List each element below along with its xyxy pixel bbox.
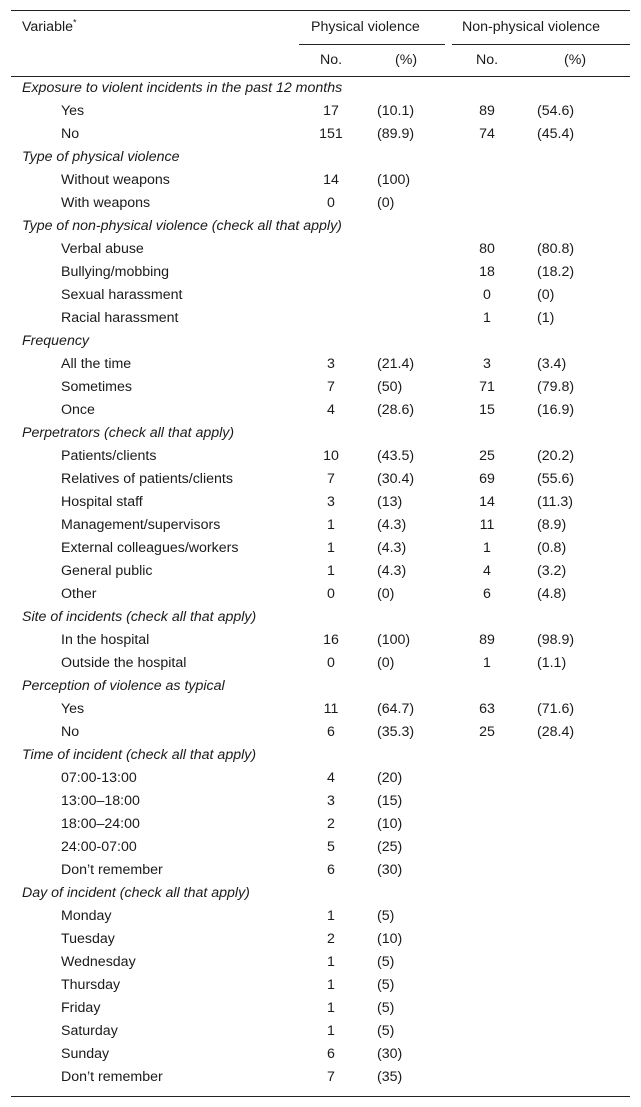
section-row [11, 330, 630, 353]
physical-percent: (10) [377, 931, 403, 947]
section-row [11, 146, 630, 169]
nonphysical-group-underline [452, 44, 630, 45]
nonphysical-percent: (1) [537, 310, 555, 326]
physical-percent: (15) [377, 793, 403, 809]
table-row [11, 560, 630, 583]
row-label: Other [61, 586, 97, 602]
table-row [11, 353, 630, 376]
nonphysical-count: 63 [479, 701, 495, 717]
table-row [11, 790, 630, 813]
physical-no-header: No. [319, 52, 343, 68]
table-row [11, 836, 630, 859]
nonphysical-percent: (79.8) [537, 379, 575, 395]
physical-count: 0 [327, 586, 335, 602]
nonphysical-percent: (1.1) [537, 655, 567, 671]
table-row [11, 928, 630, 951]
physical-count: 6 [327, 724, 335, 740]
table-row [11, 537, 630, 560]
nonphysical-count: 25 [479, 448, 495, 464]
physical-count: 1 [327, 908, 335, 924]
section-title: Exposure to violent incidents in the past 12 months [22, 80, 343, 96]
nonphysical-count: 1 [483, 310, 491, 326]
nonphysical-count: 15 [479, 402, 495, 418]
section-title: Day of incident (check all that apply) [22, 885, 250, 901]
table-row [11, 1020, 630, 1043]
section-title: Perception of violence as typical [22, 678, 225, 694]
physical-count: 4 [327, 402, 335, 418]
physical-pct-header: (%) [395, 52, 418, 68]
table-bottom-rule [11, 1096, 630, 1097]
physical-count: 2 [327, 816, 335, 832]
physical-percent: (20) [377, 770, 403, 786]
section-title: Type of physical violence [22, 149, 180, 165]
physical-percent: (5) [377, 954, 395, 970]
physical-percent: (0) [377, 586, 395, 602]
physical-percent: (28.6) [377, 402, 415, 418]
nonphysical-count: 14 [479, 494, 495, 510]
table-row [11, 261, 630, 284]
physical-count: 1 [327, 563, 335, 579]
nonphysical-percent: (11.3) [537, 494, 574, 510]
section-row [11, 606, 630, 629]
table-row [11, 284, 630, 307]
table-row [11, 468, 630, 491]
table-row [11, 652, 630, 675]
physical-count: 7 [327, 379, 335, 395]
nonphysical-percent: (3.2) [537, 563, 567, 579]
row-label: No [61, 126, 80, 142]
physical-count: 4 [327, 770, 335, 786]
nonphysical-percent: (98.9) [537, 632, 575, 648]
physical-count: 11 [323, 701, 339, 717]
physical-percent: (5) [377, 1023, 395, 1039]
physical-count: 3 [327, 494, 335, 510]
row-label: Wednesday [61, 954, 136, 970]
physical-percent: (30.4) [377, 471, 415, 487]
row-label: Sometimes [61, 379, 132, 395]
physical-percent: (10) [377, 816, 403, 832]
table-row [11, 767, 630, 790]
row-label: Yes [61, 701, 85, 717]
row-label: General public [61, 563, 153, 579]
physical-violence-header: Physical violence [311, 19, 420, 35]
physical-count: 14 [323, 172, 339, 188]
table-row [11, 905, 630, 928]
row-label: Patients/clients [61, 448, 157, 464]
table-row [11, 997, 630, 1020]
section-title: Perpetrators (check all that apply) [22, 425, 235, 441]
physical-percent: (0) [377, 195, 395, 211]
physical-count: 0 [327, 195, 335, 211]
nonphysical-percent: (0) [537, 287, 555, 303]
section-title: Type of non-physical violence (check all that apply) [22, 218, 342, 234]
table-row [11, 491, 630, 514]
physical-count: 1 [327, 954, 335, 970]
row-label: Don’t remember [61, 1069, 163, 1085]
row-label: With weapons [61, 195, 151, 211]
row-label: Management/supervisors [61, 517, 221, 533]
row-label: In the hospital [61, 632, 150, 648]
nonphysical-count: 74 [479, 126, 495, 142]
table-row [11, 192, 630, 215]
physical-percent: (64.7) [377, 701, 415, 717]
table-row [11, 238, 630, 261]
nonphysical-percent: (0.8) [537, 540, 567, 556]
nonphysical-no-header: No. [475, 52, 499, 68]
physical-percent: (50) [377, 379, 403, 395]
table-row [11, 100, 630, 123]
section-title: Frequency [22, 333, 90, 349]
section-title: Site of incidents (check all that apply) [22, 609, 257, 625]
table-row [11, 123, 630, 146]
physical-count: 6 [327, 1046, 335, 1062]
physical-percent: (21.4) [377, 356, 415, 372]
row-label: Racial harassment [61, 310, 179, 326]
row-label: All the time [61, 356, 132, 372]
nonphysical-percent: (16.9) [537, 402, 575, 418]
physical-percent: (0) [377, 655, 395, 671]
nonphysical-count: 11 [479, 517, 495, 533]
section-row [11, 422, 630, 445]
physical-percent: (13) [377, 494, 403, 510]
nonphysical-count: 25 [479, 724, 495, 740]
row-label: Outside the hospital [61, 655, 187, 671]
nonphysical-count: 80 [479, 241, 495, 257]
nonphysical-percent: (18.2) [537, 264, 575, 280]
row-label: Once [61, 402, 95, 418]
nonphysical-count: 1 [483, 655, 491, 671]
physical-count: 7 [327, 471, 335, 487]
nonphysical-count: 89 [479, 103, 495, 119]
table-row [11, 399, 630, 422]
physical-count: 2 [327, 931, 335, 947]
physical-count: 7 [327, 1069, 335, 1085]
row-label: Bullying/mobbing [61, 264, 170, 280]
physical-count: 17 [323, 103, 339, 119]
row-label: 24:00-07:00 [61, 839, 137, 855]
physical-percent: (89.9) [377, 126, 415, 142]
table-row [11, 698, 630, 721]
nonphysical-percent: (45.4) [537, 126, 575, 142]
physical-count: 1 [327, 1023, 335, 1039]
row-label: Don’t remember [61, 862, 163, 878]
nonphysical-percent: (80.8) [537, 241, 575, 257]
nonphysical-count: 71 [479, 379, 495, 395]
physical-count: 1 [327, 517, 335, 533]
table-top-rule [11, 10, 630, 11]
table-row [11, 1066, 630, 1089]
row-label: Thursday [61, 977, 121, 993]
section-row [11, 744, 630, 767]
section-row [11, 77, 630, 100]
row-label: Monday [61, 908, 112, 924]
nonphysical-percent: (54.6) [537, 103, 575, 119]
nonphysical-percent: (55.6) [537, 471, 575, 487]
row-label: Sexual harassment [61, 287, 183, 303]
table-row [11, 859, 630, 882]
row-label: 13:00–18:00 [61, 793, 140, 809]
variable-footnote-marker: * [73, 17, 77, 28]
row-label: Verbal abuse [61, 241, 144, 257]
nonphysical-count: 0 [483, 287, 491, 303]
physical-percent: (25) [377, 839, 403, 855]
physical-percent: (30) [377, 1046, 403, 1062]
section-row [11, 215, 630, 238]
data-table [11, 10, 630, 1097]
physical-count: 16 [323, 632, 339, 648]
table-row [11, 1043, 630, 1066]
table-row [11, 307, 630, 330]
physical-count: 1 [327, 977, 335, 993]
physical-count: 5 [327, 839, 335, 855]
physical-percent: (5) [377, 1000, 395, 1016]
nonphysical-percent: (28.4) [537, 724, 575, 740]
row-label: Yes [61, 103, 85, 119]
physical-count: 151 [319, 126, 343, 142]
table-row [11, 629, 630, 652]
physical-percent: (10.1) [377, 103, 415, 119]
nonphysical-percent: (20.2) [537, 448, 575, 464]
row-label: Sunday [61, 1046, 110, 1062]
row-label: 07:00-13:00 [61, 770, 137, 786]
section-row [11, 675, 630, 698]
nonphysical-count: 1 [483, 540, 491, 556]
variable-header-label: Variable [22, 19, 73, 35]
section-title: Time of incident (check all that apply) [22, 747, 257, 763]
nonphysical-count: 6 [483, 586, 491, 602]
row-label: Friday [61, 1000, 101, 1016]
row-label: Hospital staff [61, 494, 143, 510]
row-label: No [61, 724, 80, 740]
row-label: Tuesday [61, 931, 115, 947]
row-label: Relatives of patients/clients [61, 471, 233, 487]
physical-count: 0 [327, 655, 335, 671]
physical-percent: (35.3) [377, 724, 415, 740]
physical-percent: (100) [377, 632, 411, 648]
nonphysical-percent: (8.9) [537, 517, 567, 533]
physical-count: 1 [327, 1000, 335, 1016]
physical-percent: (5) [377, 977, 395, 993]
row-label: Saturday [61, 1023, 118, 1039]
physical-group-underline [299, 44, 445, 45]
physical-percent: (30) [377, 862, 403, 878]
physical-count: 6 [327, 862, 335, 878]
table-row [11, 951, 630, 974]
physical-count: 10 [323, 448, 339, 464]
table-row [11, 813, 630, 836]
nonphysical-count: 4 [483, 563, 491, 579]
physical-percent: (4.3) [377, 540, 407, 556]
non-physical-violence-header: Non-physical violence [462, 19, 601, 35]
physical-count: 3 [327, 793, 335, 809]
table-row [11, 721, 630, 744]
physical-percent: (4.3) [377, 563, 407, 579]
row-label: External colleagues/workers [61, 540, 239, 556]
nonphysical-count: 89 [479, 632, 495, 648]
nonphysical-count: 69 [479, 471, 495, 487]
physical-count: 1 [327, 540, 335, 556]
nonphysical-percent: (3.4) [537, 356, 567, 372]
physical-percent: (100) [377, 172, 411, 188]
table-row [11, 376, 630, 399]
table-row [11, 583, 630, 606]
nonphysical-percent: (71.6) [537, 701, 575, 717]
nonphysical-percent: (4.8) [537, 586, 567, 602]
physical-percent: (5) [377, 908, 395, 924]
table-row [11, 514, 630, 537]
row-label: Without weapons [61, 172, 170, 188]
table-row [11, 169, 630, 192]
variable-header [22, 18, 77, 36]
physical-count: 3 [327, 356, 335, 372]
physical-percent: (35) [377, 1069, 403, 1085]
table-row [11, 974, 630, 997]
nonphysical-count: 18 [479, 264, 495, 280]
physical-percent: (4.3) [377, 517, 407, 533]
row-label: 18:00–24:00 [61, 816, 140, 832]
section-row [11, 882, 630, 905]
physical-percent: (43.5) [377, 448, 415, 464]
table-row [11, 445, 630, 468]
nonphysical-pct-header: (%) [564, 52, 587, 68]
nonphysical-count: 3 [483, 356, 491, 372]
